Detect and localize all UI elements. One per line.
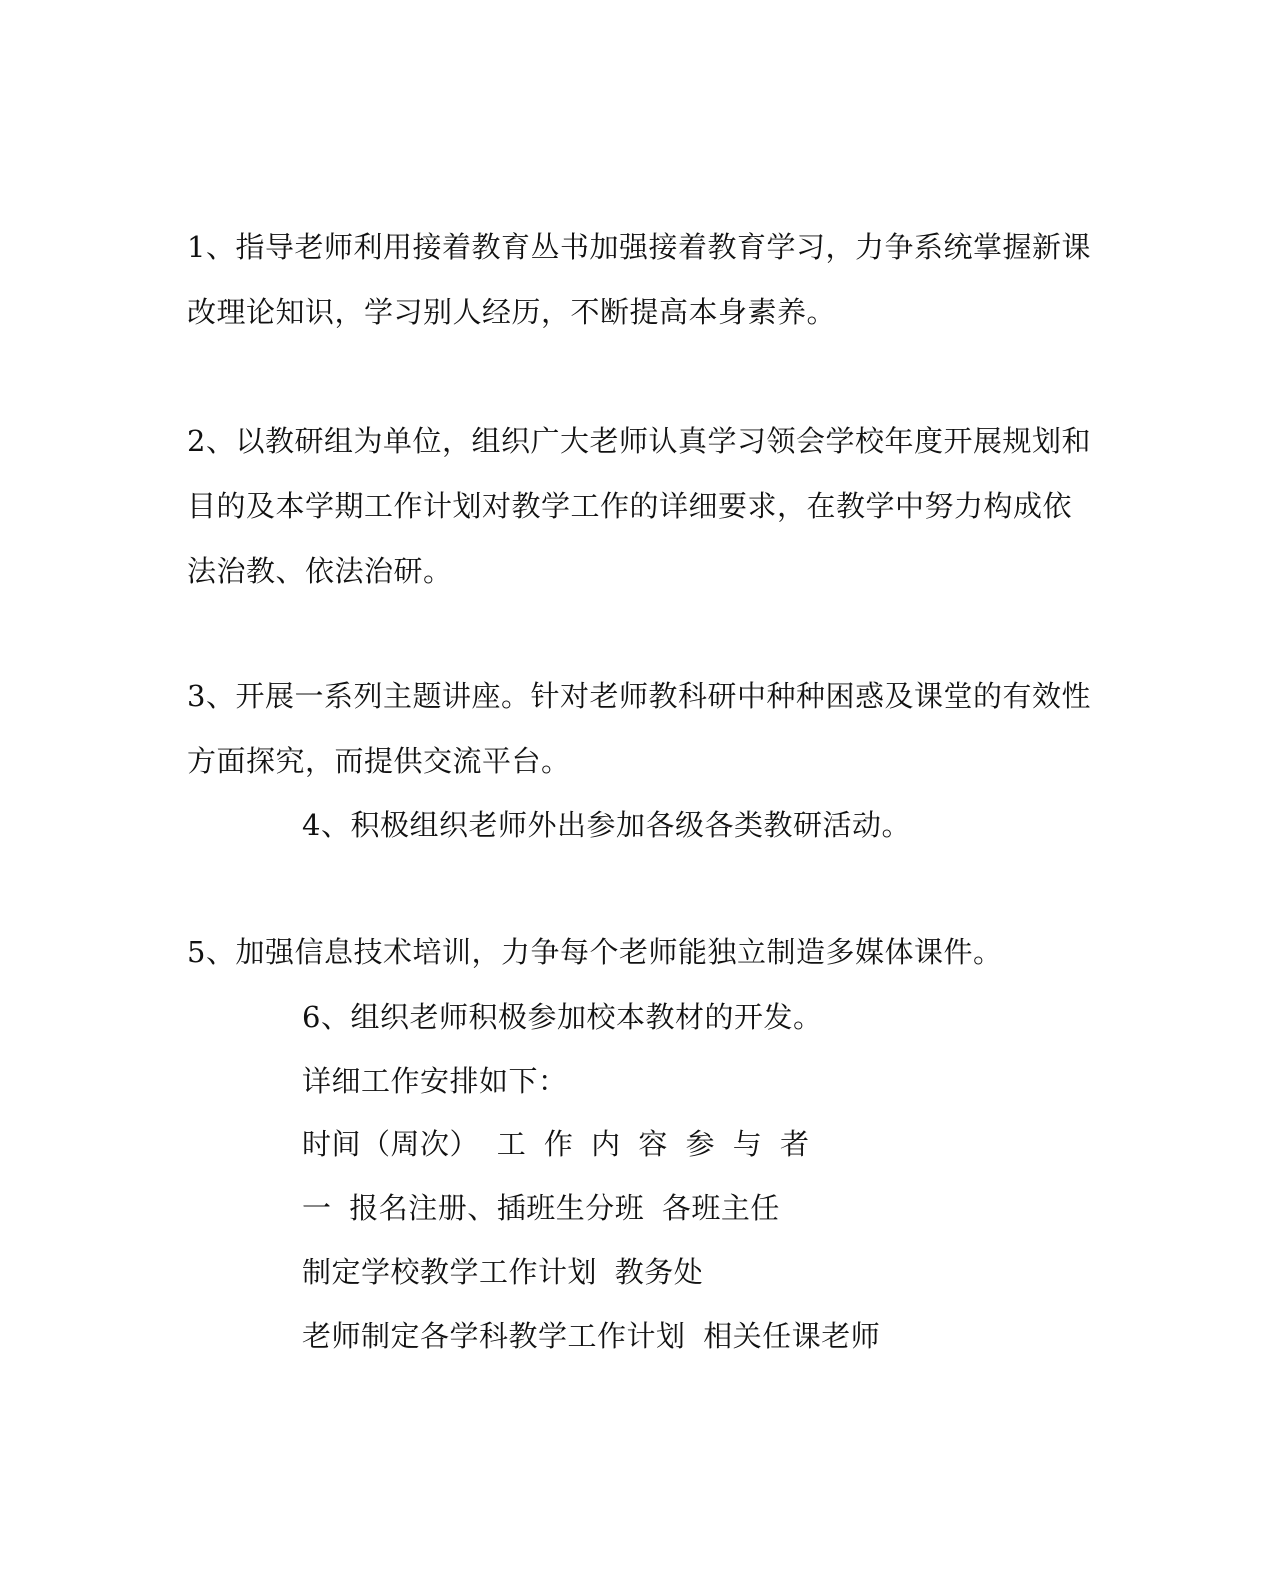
item-4-line-1: 4、积极组织老师外出参加各级各类教研活动。 — [302, 808, 911, 842]
schedule-header: 时间（周次） 工 作 内 容 参 与 者 — [302, 1127, 810, 1161]
item-3-line-2: 方面探究，而提供交流平台。 — [187, 744, 571, 778]
item-3-line-1: 3、开展一系列主题讲座。针对老师教科研中种种困惑及课堂的有效性 — [187, 679, 1091, 713]
item-2-line-2: 目的及本学期工作计划对教学工作的详细要求，在教学中努力构成依 — [187, 489, 1073, 523]
schedule-intro: 详细工作安排如下： — [302, 1064, 568, 1098]
schedule-row: 制定学校教学工作计划 教务处 — [302, 1255, 704, 1289]
item-1-line-2: 改理论知识，学习别人经历，不断提高本身素养。 — [187, 295, 837, 329]
schedule-row: 一 报名注册、插班生分班 各班主任 — [302, 1191, 780, 1225]
item-2-line-1: 2、以教研组为单位，组织广大老师认真学习领会学校年度开展规划和 — [187, 424, 1091, 458]
item-1-line-1: 1、指导老师利用接着教育丛书加强接着教育学习，力争系统掌握新课 — [187, 230, 1091, 264]
item-5-line-1: 5、加强信息技术培训，力争每个老师能独立制造多媒体课件。 — [187, 935, 1003, 969]
schedule-row: 老师制定各学科教学工作计划 相关任课老师 — [302, 1319, 881, 1353]
item-6-line-1: 6、组织老师积极参加校本教材的开发。 — [302, 1000, 823, 1034]
item-2-line-3: 法治教、依法治研。 — [187, 554, 453, 588]
